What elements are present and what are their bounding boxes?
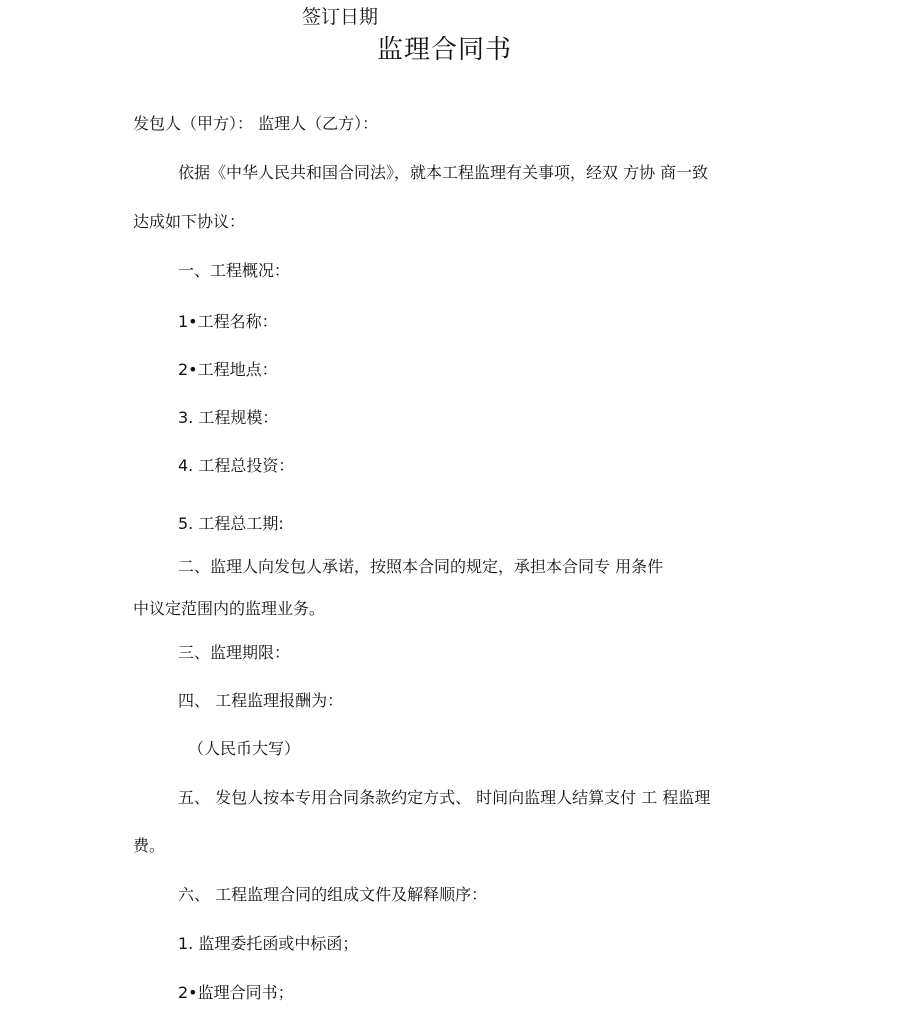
document-item-1: 1. 监理委托函或中标函； — [178, 934, 359, 953]
amount-note: （人民币大写） — [188, 739, 301, 758]
parties-line: 发包人（甲方）： 监理人（乙方）： — [133, 114, 379, 133]
project-name-item: 1•工程名称： — [178, 312, 278, 331]
section-5-line-1: 五、 发包人按本专用合同条款约定方式、 时间向监理人结算支付 工 程监理 — [178, 788, 711, 807]
project-location-item: 2•工程地点： — [178, 360, 278, 379]
section-6-heading: 六、 工程监理合同的组成文件及解释顺序： — [178, 885, 488, 904]
document-title: 监理合同书 — [377, 35, 513, 65]
section-2-line-1: 二、监理人向发包人承诺，按照本合同的规定，承担本合同专 用条件 — [178, 557, 664, 576]
section-2-line-2: 中议定范围内的监理业务。 — [133, 599, 326, 618]
section-3-heading: 三、监理期限： — [178, 643, 291, 662]
document-item-2: 2•监理合同书； — [178, 983, 294, 1002]
project-scale-item: 3. 工程规模： — [178, 408, 279, 427]
project-investment-item: 4. 工程总投资： — [178, 456, 295, 475]
sign-date-label: 签订日期 — [302, 6, 379, 28]
section-4-heading: 四、 工程监理报酬为： — [178, 691, 344, 710]
project-duration-item: 5. 工程总工期: — [178, 514, 284, 533]
section-5-line-2: 费。 — [133, 836, 166, 855]
basis-line-2: 达成如下协议： — [133, 212, 246, 231]
section-1-heading: 一、工程概况： — [178, 261, 291, 280]
basis-line-1: 依据《中华人民共和国合同法》，就本工程监理有关事项，经双 方协 商一致 — [178, 163, 709, 182]
